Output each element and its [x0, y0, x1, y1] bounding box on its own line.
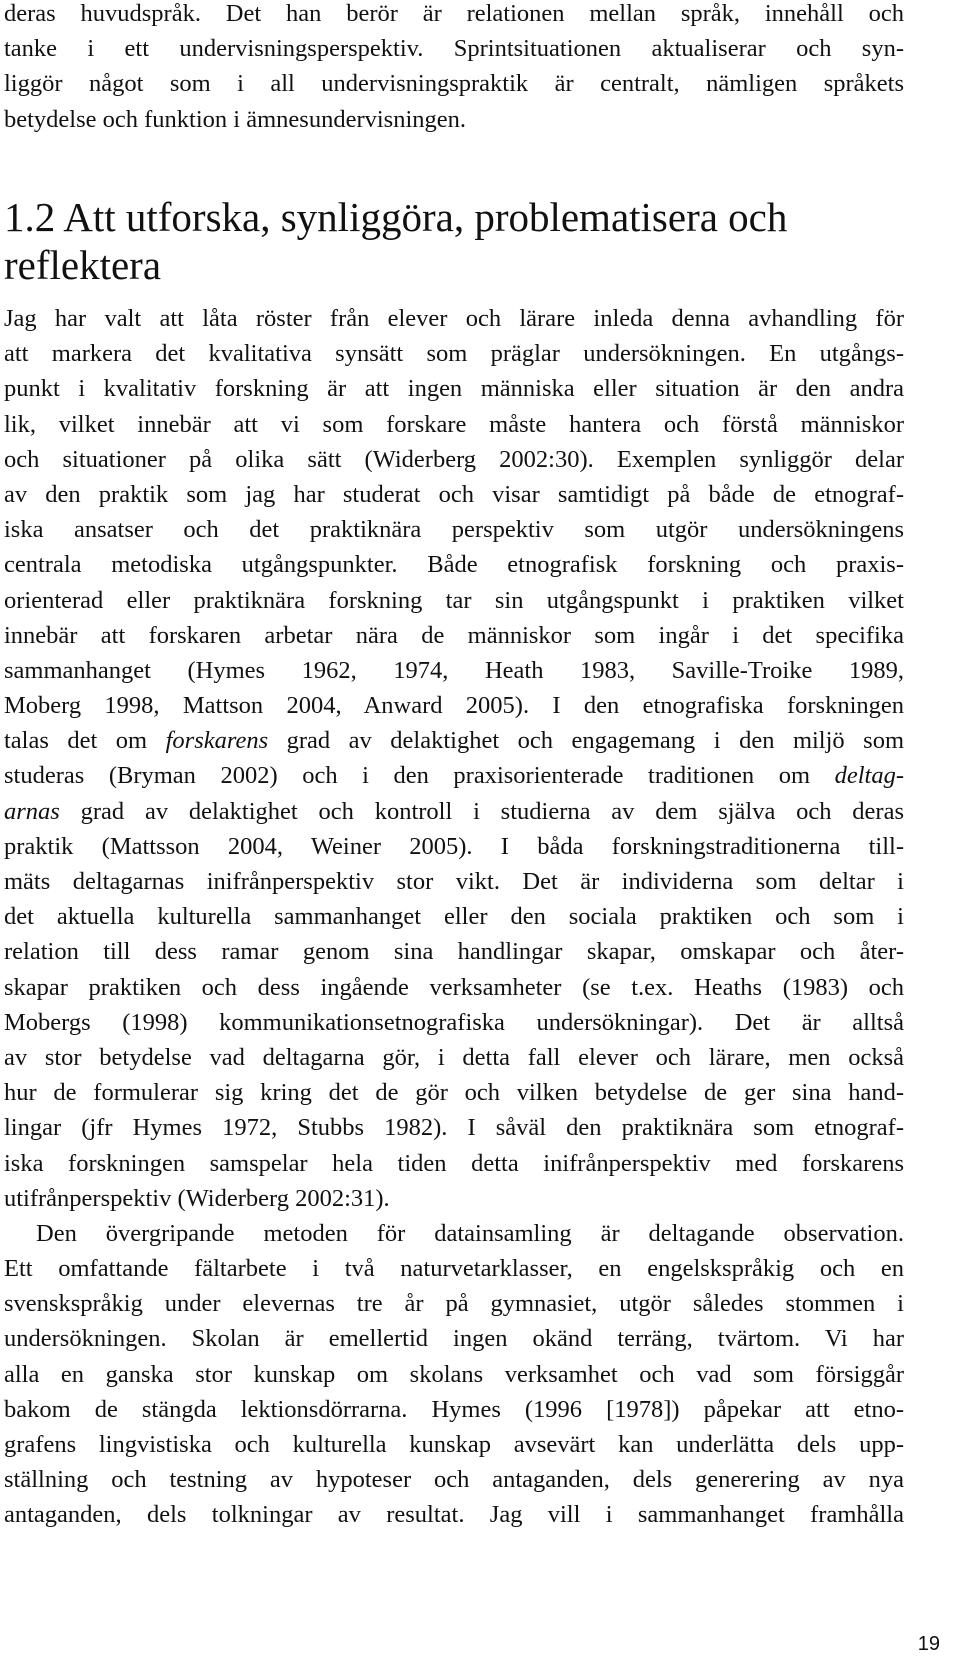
text-line: liggör något som i all undervisningspraktik är centralt, nämligen språkets: [4, 70, 904, 98]
text-line: Moberg 1998, Mattson 2004, Anward 2005). I den etnografiska forskningen: [4, 692, 904, 720]
section-heading-line: reflektera: [4, 242, 162, 288]
text-line: Den övergripande metoden för datainsamling är deltagande observation.: [36, 1219, 904, 1247]
text-line: [4, 794, 904, 829]
text-line: hur de formulerar sig kring det de gör och vilken betydelse de ger sina hand-: [4, 1079, 904, 1107]
text-line: och situationer på olika sätt (Widerberg 2002:30). Exemplen synliggör delar: [4, 445, 904, 473]
text-line: [4, 723, 904, 758]
section-body: [4, 301, 904, 1533]
text-line: praktik (Mattsson 2004, Weiner 2005). I båda forskningstraditionerna till-: [4, 832, 904, 860]
text-line: betydelse och funktion i ämnesundervisningen.: [4, 105, 466, 133]
text-line: ställning och testning av hypoteser och antaganden, dels generering av nya: [4, 1466, 904, 1494]
preceding-paragraph: [4, 0, 904, 137]
text-line: innebär att forskaren arbetar nära de människor som ingår i det specifika: [4, 621, 904, 649]
text-line: att markera det kvalitativa synsätt som präglar undersökningen. En utgångs-: [4, 340, 904, 368]
text-line: skapar praktiken och dess ingående verksamheter (se t.ex. Heaths (1983) och: [4, 973, 904, 1001]
text-line: grafens lingvistiska och kulturella kunskap avsevärt kan underlätta dels upp-: [4, 1431, 904, 1458]
text-line: tanke i ett undervisningsperspektiv. Sprintsituationen aktualiserar och syn-: [4, 35, 904, 63]
text-line: bakom de stängda lektionsdörrarna. Hymes (1996 [1978]) påpekar att etno-: [4, 1395, 904, 1423]
page-number: 19: [917, 1633, 940, 1655]
text-line: alla en ganska stor kunskap om skolans verksamhet och vad som försiggår: [4, 1360, 904, 1388]
text-line: av stor betydelse vad deltagarna gör, i detta fall elever och lärare, men också: [4, 1043, 904, 1071]
emphasis-text: deltag-: [834, 762, 904, 790]
text-run: grad av delaktighet och kontroll i studierna av dem själva och deras: [59, 797, 904, 825]
paragraph-1: [4, 301, 904, 1216]
text-line: svenskspråkig under elevernas tre år på gymnasiet, utgör således stommen i: [4, 1290, 904, 1318]
text-line: relation till dess ramar genom sina handlingar skapar, omskapar och åter-: [4, 938, 904, 966]
text-line: lik, vilket innebär att vi som forskare måste hantera och förstå människor: [4, 410, 904, 438]
text-line: det aktuella kulturella sammanhanget eller den sociala praktiken och som i: [4, 903, 904, 931]
paragraph-2: [4, 1216, 904, 1533]
text-line: iska forskningen samspelar hela tiden detta inifrånperspektiv med forskarens: [4, 1149, 904, 1177]
emphasis-text: arnas: [4, 797, 60, 825]
text-line: Ett omfattande fältarbete i två naturvetarklasser, en engelskspråkig och en: [4, 1255, 904, 1283]
text-line: punkt i kvalitativ forskning är att ingen människa eller situation är den andra: [4, 375, 904, 403]
section-heading: [4, 193, 904, 289]
text-line: utifrånperspektiv (Widerberg 2002:31).: [4, 1184, 390, 1212]
text-line: Mobergs (1998) kommunikationsetnografiska undersökningar). Det är alltså: [4, 1008, 904, 1036]
text-line: deras huvudspråk. Det han berör är relationen mellan språk, innehåll och: [4, 0, 904, 27]
text-run: grad av delaktighet och engagemang i den miljö som: [268, 727, 904, 755]
text-line: av den praktik som jag har studerat och visar samtidigt på både de etnograf-: [4, 480, 904, 508]
text-line: orienterad eller praktiknära forskning tar sin utgångspunkt i praktiken vilket: [4, 586, 904, 614]
text-line: [4, 758, 904, 793]
section-heading-line: 1.2 Att utforska, synliggöra, problematisera och: [4, 194, 788, 240]
text-line: antaganden, dels tolkningar av resultat. Jag vill i sammanhanget framhålla: [4, 1501, 904, 1529]
text-line: undersökningen. Skolan är emellertid ingen okänd terräng, tvärtom. Vi har: [4, 1325, 904, 1353]
emphasis-text: forskarens: [165, 727, 269, 755]
text-line: Jag har valt att låta röster från elever och lärare inleda denna avhandling för: [4, 305, 904, 332]
text-line: sammanhanget (Hymes 1962, 1974, Heath 1983, Saville-Troike 1989,: [4, 656, 904, 684]
text-line: mäts deltagarnas inifrånperspektiv stor vikt. Det är individerna som deltar i: [4, 868, 904, 895]
text-line: lingar (jfr Hymes 1972, Stubbs 1982). I såväl den praktiknära som etnograf-: [4, 1114, 904, 1142]
text-line: iska ansatser och det praktiknära perspektiv som utgör undersökningens: [4, 516, 904, 544]
text-run: studeras (Bryman 2002) och i den praxisorienterade traditionen om: [4, 762, 835, 790]
text-line: centrala metodiska utgångspunkter. Både etnografisk forskning och praxis-: [4, 551, 904, 579]
text-run: talas det om: [4, 727, 166, 755]
